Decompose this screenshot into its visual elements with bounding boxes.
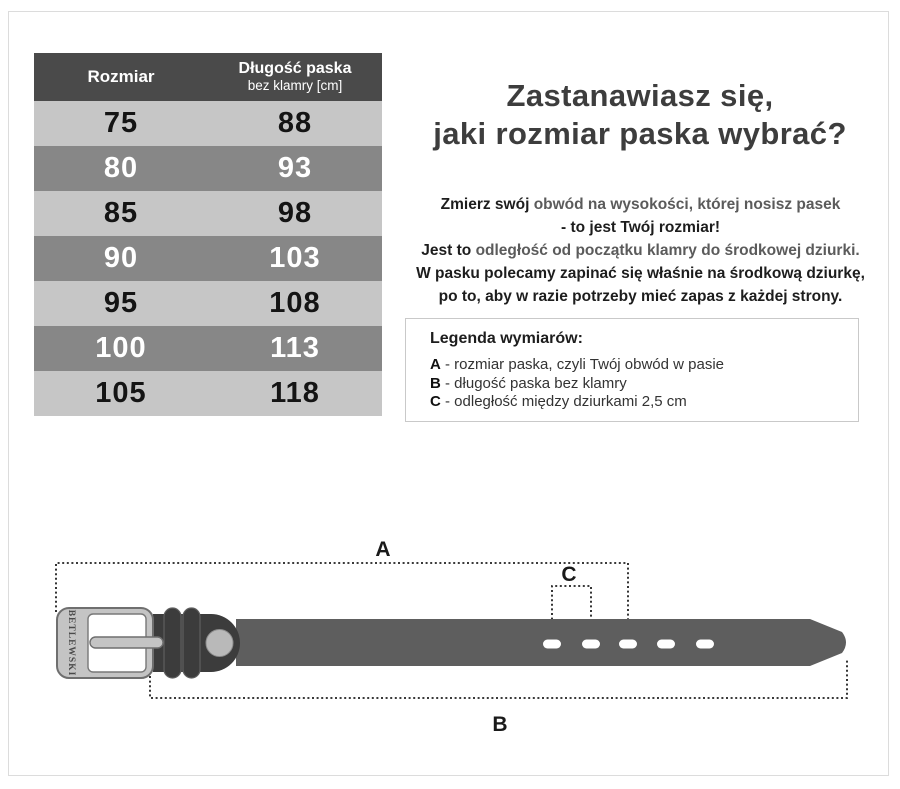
page-title-line2: jaki rozmiar paska wybrać?: [433, 116, 847, 151]
legend-key: A: [430, 356, 441, 373]
legend-text: - długość paska bez klamry: [445, 374, 627, 392]
size-table-header: [34, 53, 382, 101]
table-row: [34, 281, 382, 326]
dimension-label-b: B: [492, 713, 508, 736]
table-row: [34, 191, 382, 236]
page-title-line1: Zastanawiasz się,: [506, 78, 774, 113]
table-row: [34, 146, 382, 191]
size-table-header-length: [208, 53, 382, 101]
legend-key: C: [430, 393, 441, 410]
legend-title: Legenda wymiarów:: [430, 330, 583, 347]
belt-hole: [543, 640, 561, 649]
size-table-header-size: [34, 53, 208, 101]
buckle-prong: [90, 637, 163, 648]
header-rozmiar-label: Rozmiar: [87, 67, 155, 87]
legend-text: - odległość między dziurkami 2,5 cm: [445, 393, 687, 410]
instruction-text: Jest to: [421, 242, 476, 259]
instruction-line: W pasku polecamy zapinać się właśnie na środkową dziurkę,: [416, 265, 865, 282]
dimension-label-a: A: [375, 538, 391, 561]
legend-item-b: [430, 375, 850, 394]
rivet: [206, 630, 233, 657]
page-title: [390, 77, 890, 153]
instruction-line: po to, aby w razie potrzeby mieć zapas z każdej strony.: [438, 288, 843, 305]
length-value: 118: [270, 377, 320, 409]
brand-label: BETLEWSKI: [66, 609, 76, 677]
legend-key: B: [430, 374, 441, 392]
belt-keeper: [183, 608, 200, 678]
belt-hole: [582, 640, 600, 649]
size-value: 100: [95, 332, 147, 364]
measure-instructions: [392, 193, 889, 308]
instruction-text-highlight: obwód na wysokości, której nosisz pasek: [533, 196, 841, 213]
dimension-label-c: C: [561, 563, 577, 586]
length-value: 113: [270, 332, 320, 364]
instruction-line: [392, 239, 889, 262]
table-row: [34, 101, 382, 146]
belt-keeper: [164, 608, 181, 678]
header-length-label: Długość paska: [238, 60, 352, 78]
legend-item-a: [430, 356, 850, 375]
belt-diagram: [0, 530, 900, 740]
belt-strap: [236, 619, 846, 666]
size-table: [34, 53, 382, 416]
legend-text: - rozmiar paska, czyli Twój obwód w pasie: [445, 356, 725, 373]
size-value: 85: [103, 197, 139, 229]
instruction-text: Zmierz swój: [440, 196, 534, 213]
instruction-line: - to jest Twój rozmiar!: [560, 219, 721, 236]
table-row: [34, 326, 382, 371]
instruction-line: [392, 193, 889, 216]
table-row: [34, 371, 382, 416]
size-value: 95: [103, 287, 139, 319]
size-value: 90: [103, 242, 139, 274]
belt-hole: [657, 640, 675, 649]
length-value: 103: [269, 242, 321, 274]
belt-hole: [696, 640, 714, 649]
length-value: 88: [277, 107, 313, 139]
size-table-body: [34, 101, 382, 416]
instruction-text-highlight: odległość od początku klamry do środkowej dziurki.: [475, 242, 860, 259]
size-value: 80: [103, 152, 139, 184]
legend-item-c: [430, 393, 850, 412]
length-value: 98: [277, 197, 313, 229]
table-row: [34, 236, 382, 281]
belt-hole: [619, 640, 637, 649]
length-value: 108: [269, 287, 321, 319]
header-length-sublabel: bez klamry [cm]: [247, 78, 343, 94]
length-value: 93: [277, 152, 313, 184]
size-value: 105: [95, 377, 147, 409]
legend-box: [405, 318, 859, 422]
size-value: 75: [103, 107, 139, 139]
